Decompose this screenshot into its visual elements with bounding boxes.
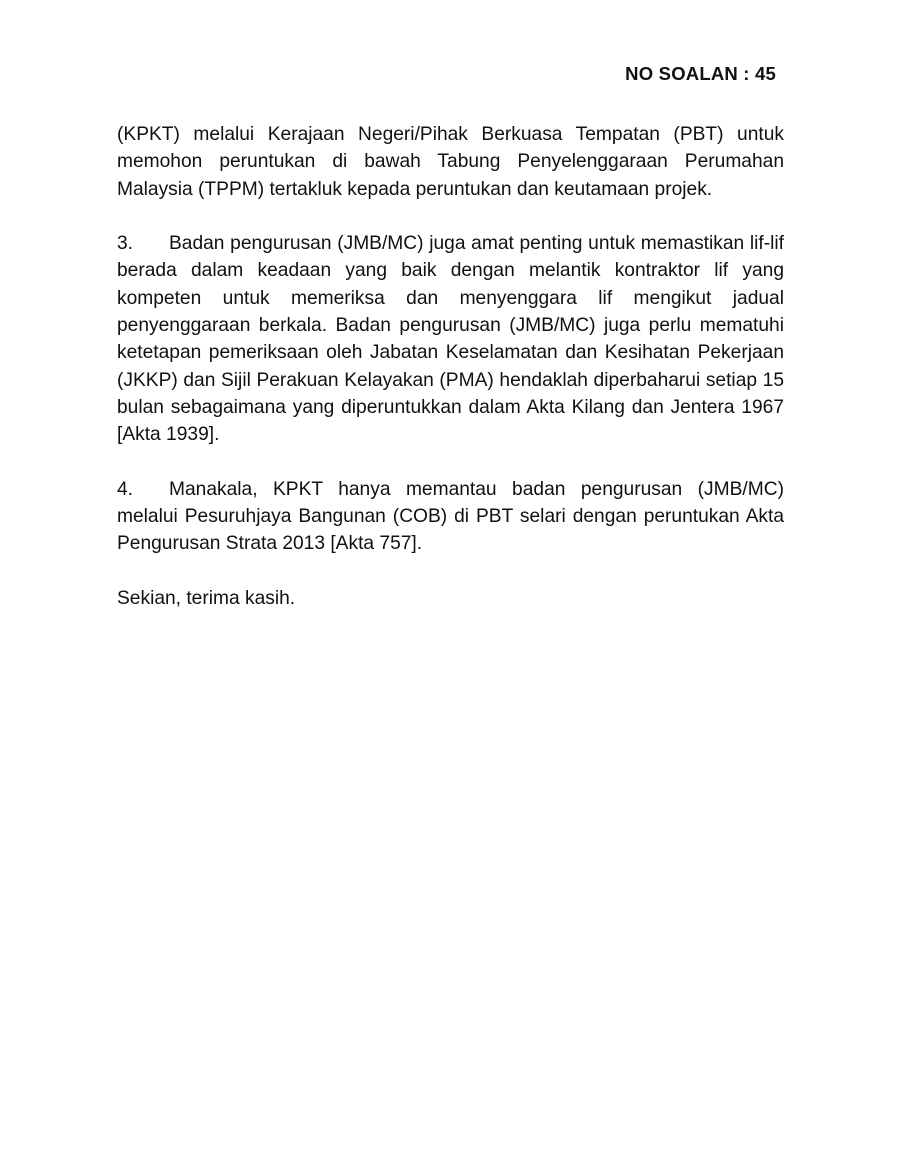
paragraph-text: (KPKT) melalui Kerajaan Negeri/Pihak Berkuasa Tempatan (PBT) untuk memohon peruntukan di bawah Tabung Penyelenggaraan Perumahan Malaysia (TPPM) tertakluk kepada peruntukan dan keutamaan projek. (117, 124, 784, 200)
closing-line: Sekian, terima kasih. (117, 588, 296, 610)
paragraph-number: 3. (117, 233, 134, 255)
paragraph-text: Manakala, KPKT hanya memantau badan pengurusan (JMB/MC) melalui Pesuruhjaya Bangunan (COB) di PBT selari dengan peruntukan Akta Pengurusan Strata 2013 [Akta 757]. (117, 478, 784, 555)
paragraph-4 (117, 476, 784, 558)
paragraph-number: 4. (117, 478, 134, 500)
document-body (117, 121, 784, 612)
paragraph-3 (117, 230, 784, 448)
paragraph-continuation (117, 121, 784, 203)
question-number-header: NO SOALAN : 45 (625, 63, 776, 84)
paragraph-text: Badan pengurusan (JMB/MC) juga amat penting untuk memastikan lif-lif berada dalam keadaan yang baik dengan melantik kontraktor lif yang kompeten untuk memeriksa dan menyenggara lif mengikut jadual penyenggaraan berkala. Badan pengurusan (JMB/MC) juga perlu mematuhi ketetapan pemeriksaan oleh Jabatan Keselamatan dan Kesihatan Pekerjaan (JKKP) dan Sijil Perakuan Kelayakan (PMA) hendaklah diperbaharui setiap 15 bulan sebagaimana yang diperuntukkan dalam Akta Kilang dan Jentera 1967 [Akta 1939]. (117, 233, 784, 446)
